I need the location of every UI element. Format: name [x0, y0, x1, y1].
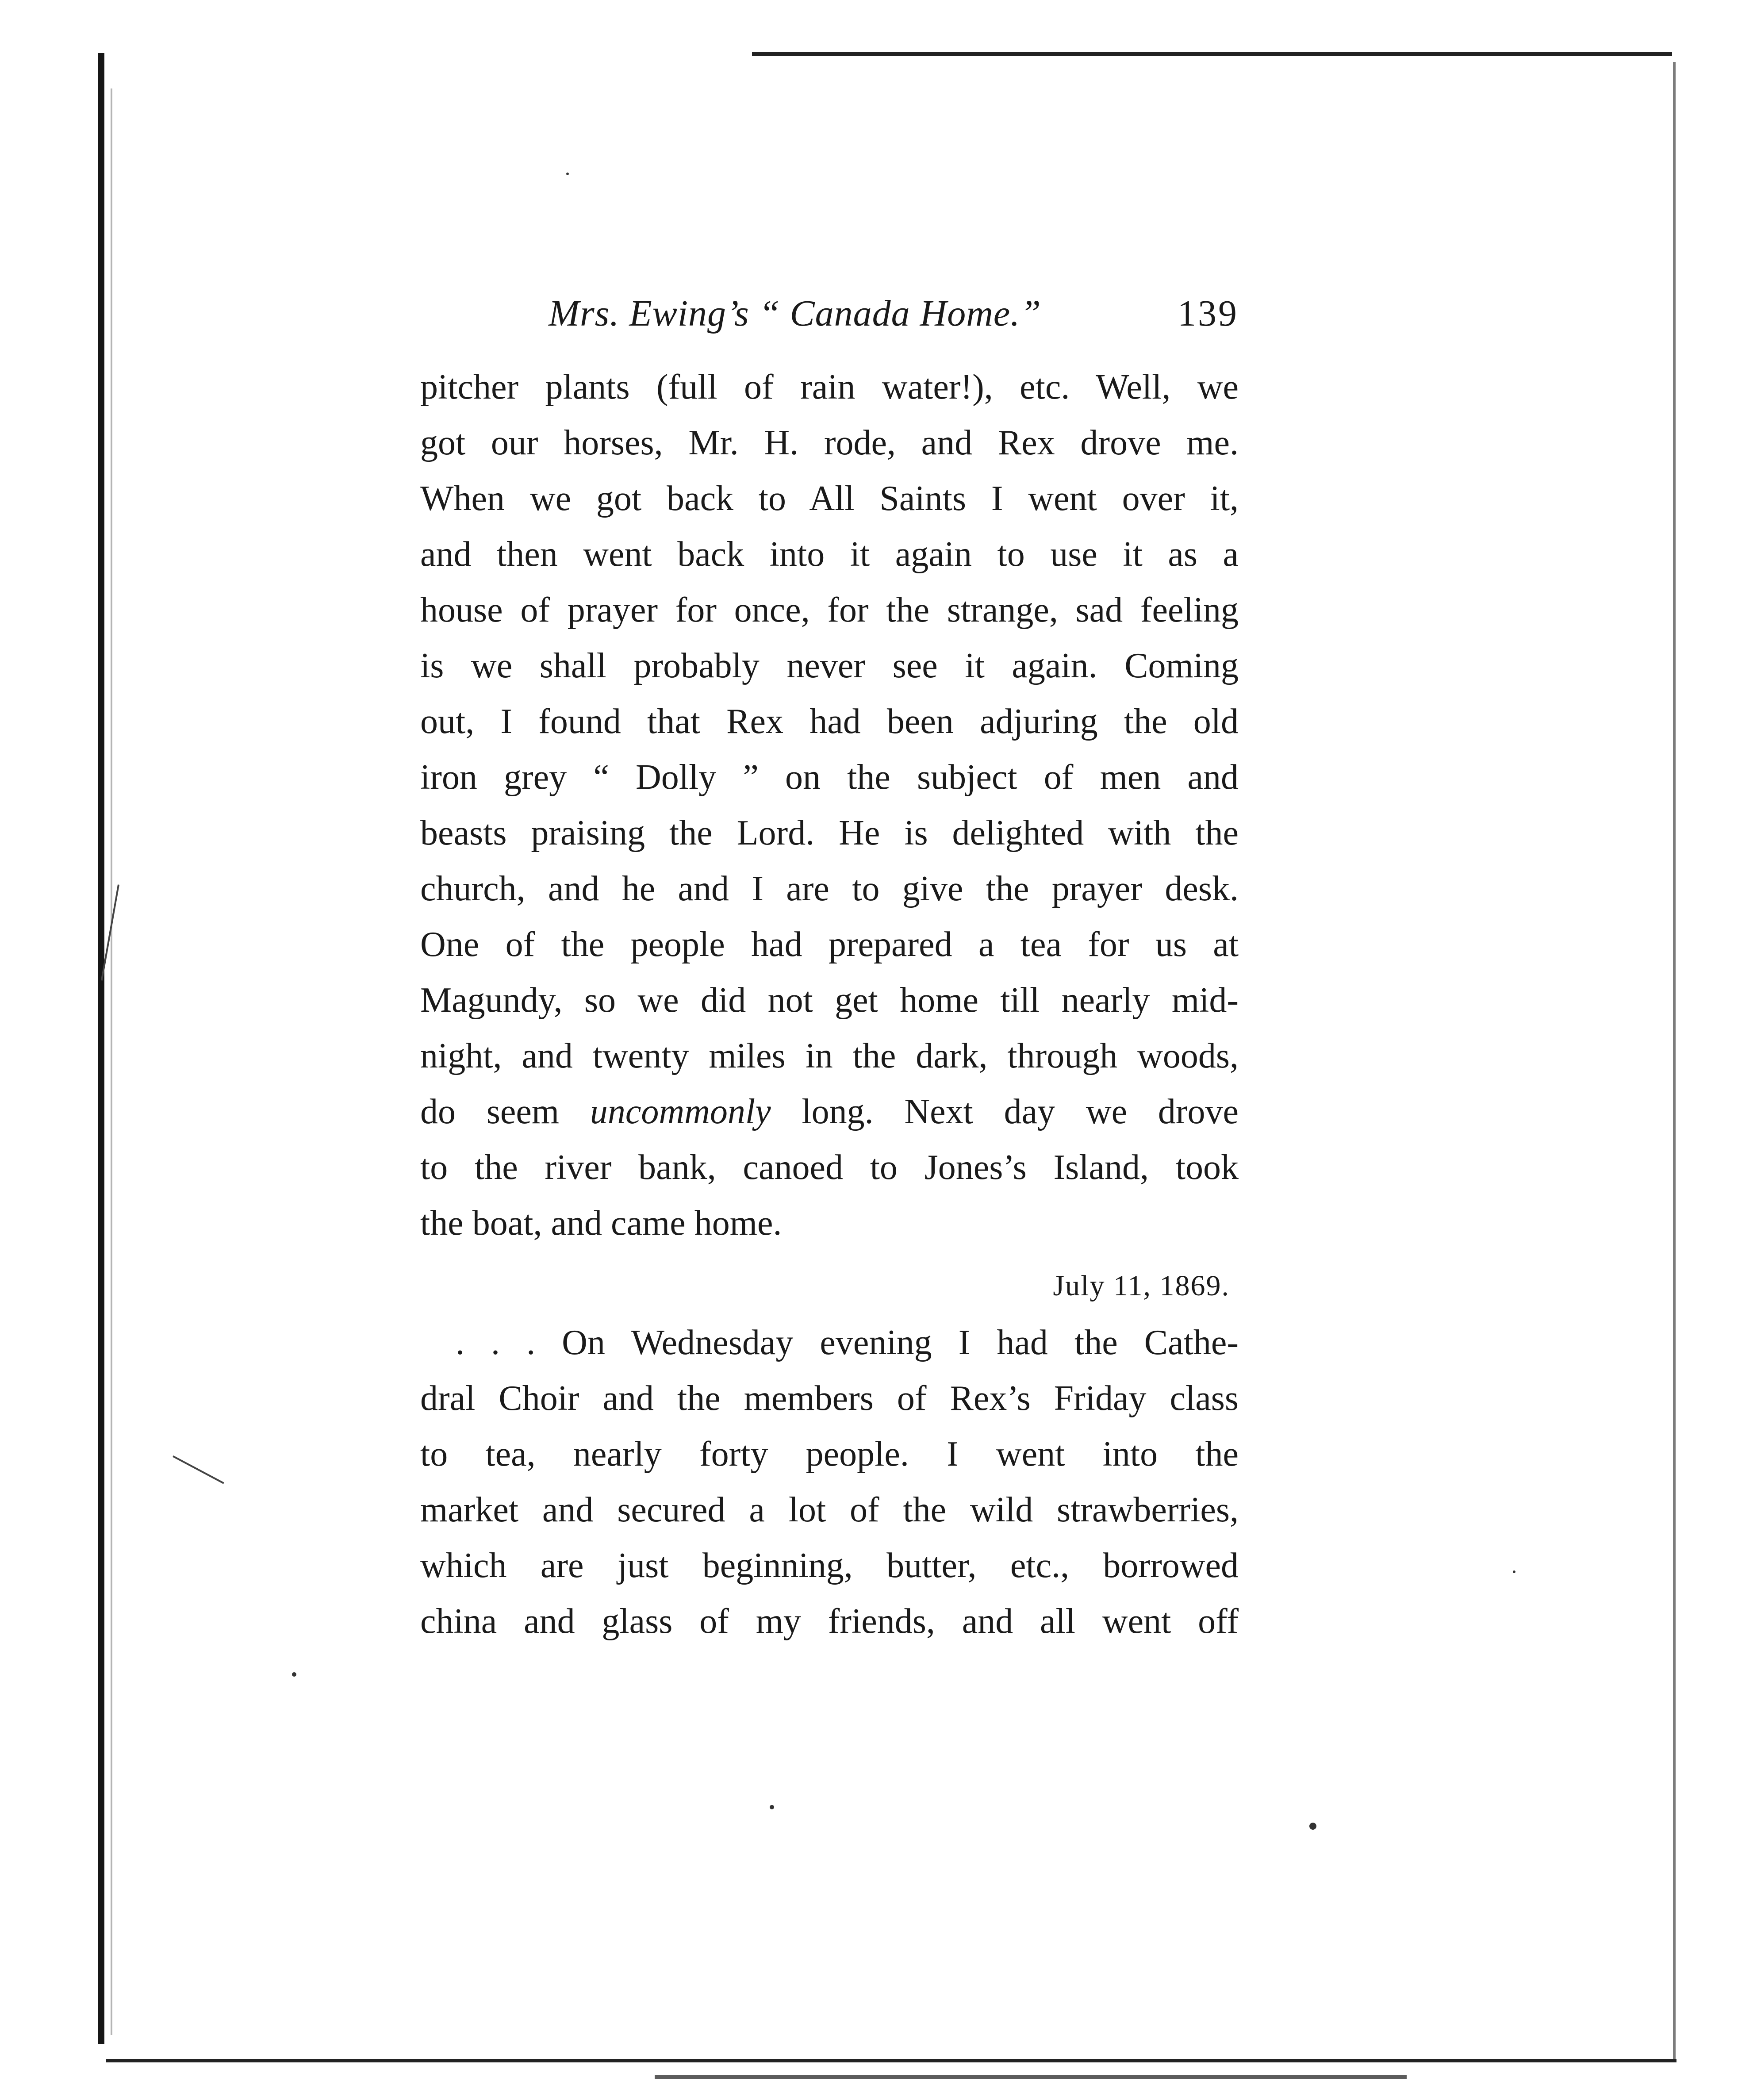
page-number: 139 — [1178, 293, 1239, 334]
page-bottom-edge — [106, 2059, 1676, 2062]
emphasized-word: uncommonly — [590, 1092, 771, 1131]
scan-speck — [1513, 1570, 1515, 1573]
running-title: Mrs. Ewing’s “ Canada Home.” — [549, 293, 1041, 334]
text-line: china and glass of my friends, and all went off — [420, 1602, 1239, 1641]
text-line: dral Choir and the members of Rex’s Friday class — [420, 1379, 1239, 1418]
text-line: beasts praising the Lord. He is delighted with the — [420, 814, 1239, 852]
text-line: to tea, nearly forty people. I went into the — [420, 1435, 1239, 1474]
text-line: to the river bank, canoed to Jones’s Island, took — [420, 1148, 1239, 1187]
body-text — [420, 359, 1239, 1649]
text-line: got our horses, Mr. H. rode, and Rex drove me. — [420, 423, 1239, 462]
scan-speck — [292, 1672, 296, 1677]
page-bottom-edge-secondary — [655, 2075, 1407, 2079]
text-line: iron grey “ Dolly ” on the subject of men and — [420, 758, 1239, 797]
scan-speck — [566, 173, 569, 175]
text-line: which are just beginning, butter, etc., borrowed — [420, 1546, 1239, 1585]
text-line: house of prayer for once, for the strange, sad feeling — [420, 591, 1239, 630]
text-line: out, I found that Rex had been adjuring the old — [420, 702, 1239, 741]
text-line: Magundy, so we did not get home till nearly mid- — [420, 981, 1239, 1020]
text-line: and then went back into it again to use it as a — [420, 535, 1239, 574]
text-line-emphasis — [420, 1084, 1239, 1140]
letter-dateline: July 11, 1869. — [1053, 1270, 1230, 1302]
page-right-edge — [1673, 62, 1676, 2062]
text-line: night, and twenty miles in the dark, through woods, — [420, 1037, 1239, 1075]
paragraph-last-line: the boat, and came home. — [420, 1204, 782, 1243]
scan-speck — [770, 1805, 774, 1809]
text-line: When we got back to All Saints I went over it, — [420, 479, 1239, 518]
text-line: . . . On Wednesday evening I had the Cathe- — [456, 1323, 1239, 1362]
text-line: church, and he and I are to give the prayer desk. — [420, 869, 1239, 908]
page-top-edge — [752, 52, 1672, 56]
text-segment: long. Next day we drove — [771, 1092, 1239, 1131]
binding-shadow-faint — [111, 88, 112, 2035]
text-segment: do seem — [420, 1092, 590, 1131]
scan-speck — [1309, 1823, 1316, 1830]
running-head — [549, 292, 1239, 341]
text-line: is we shall probably never see it again. Coming — [420, 646, 1239, 685]
text-line: One of the people had prepared a tea for us at — [420, 925, 1239, 964]
text-line: market and secured a lot of the wild strawberries, — [420, 1490, 1239, 1529]
scan-scratch — [173, 1455, 224, 1484]
text-line: pitcher plants (full of rain water!), etc. Well, we — [420, 368, 1239, 407]
binding-shadow — [98, 53, 104, 2044]
